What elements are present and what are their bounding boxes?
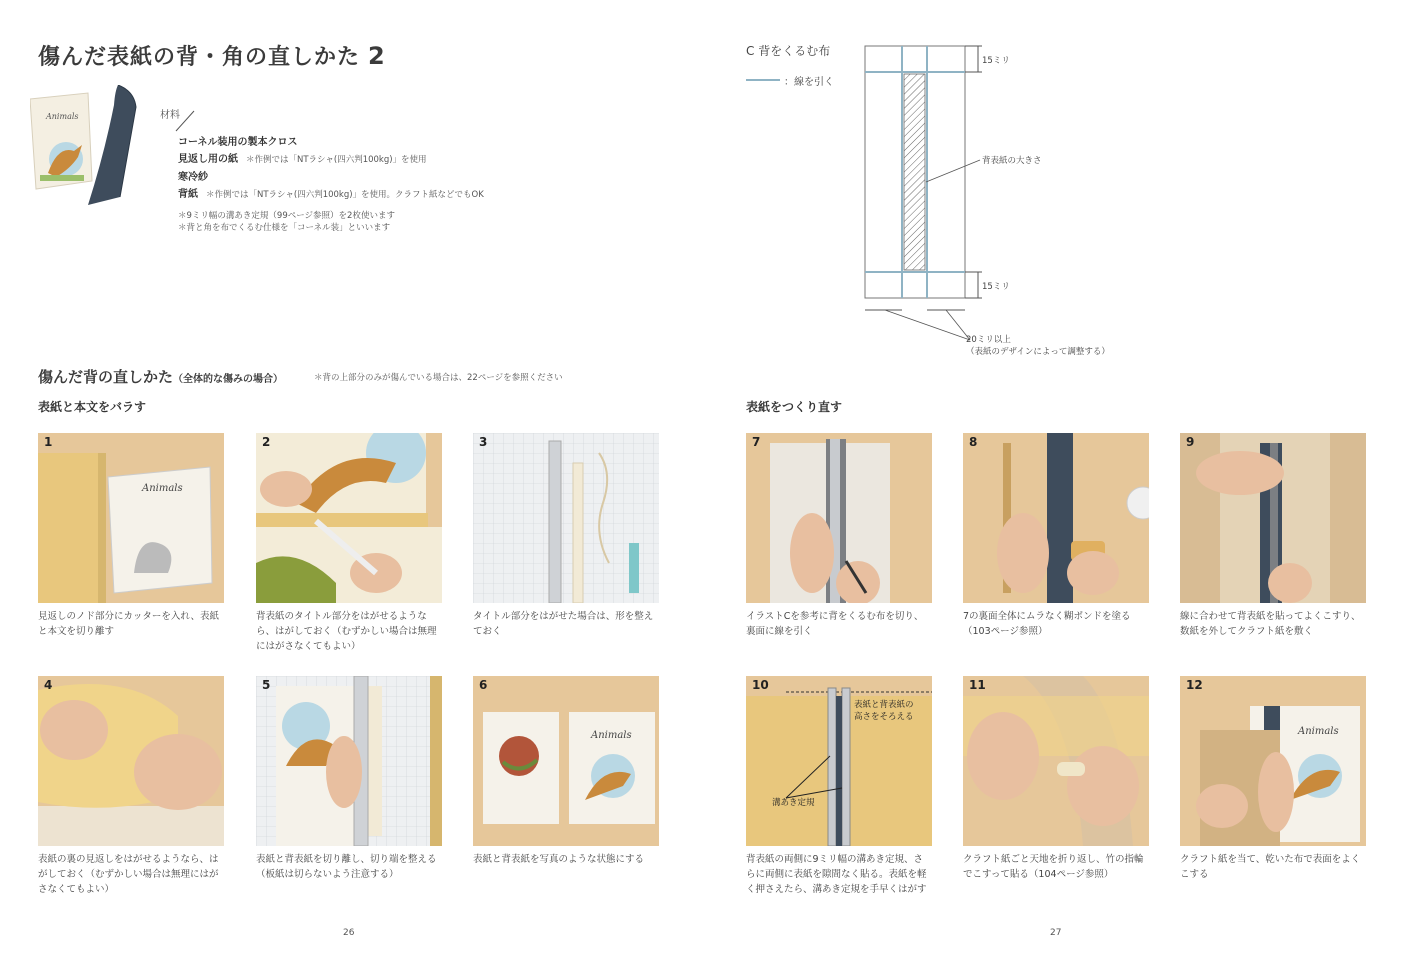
step-number: 1 xyxy=(44,435,53,449)
step-number: 8 xyxy=(969,435,978,449)
legend-line-swatch xyxy=(746,79,780,81)
step-caption: 7の裏面全体にムラなく糊ボンドを塗る（103ページ参照） xyxy=(963,611,1131,637)
step-photo xyxy=(38,676,224,846)
step-card xyxy=(256,433,442,654)
dim-bottom-label: 15ミリ xyxy=(982,282,1010,292)
step-number: 12 xyxy=(1186,678,1203,692)
page-title-text: 傷んだ表紙の背・角の直しかた xyxy=(38,45,361,70)
note-line: ＊背と角を布でくるむ仕様を「コーネル装」といいます xyxy=(178,223,391,233)
width-note-1: 20ミリ以上 xyxy=(966,335,1011,345)
section-note: ＊背の上部分のみが傷んでいる場合は、22ページを参照ください xyxy=(314,373,563,383)
material-item: コーネル装用の製本クロス xyxy=(178,137,298,148)
step-caption: 背表紙のタイトル部分をはがせるようなら、はがしておく（むずかしい場合は無理にはがさなくてもよい） xyxy=(256,611,437,652)
step-card xyxy=(746,433,932,639)
step-caption: クラフト紙を当て、乾いた布で表面をよくこする xyxy=(1180,854,1361,880)
step-caption: クラフト紙ごと天地を折り返し、竹の指輪でこすって貼る（104ページ参照） xyxy=(963,854,1144,880)
step-photo xyxy=(963,433,1149,603)
svg-text:Animals: Animals xyxy=(142,483,183,494)
step-card xyxy=(1180,433,1366,639)
step-photo xyxy=(256,676,442,846)
step-card xyxy=(38,433,224,639)
step-photo xyxy=(473,676,659,846)
step-card xyxy=(256,676,442,882)
step-caption: 表紙と背表紙を写真のような状態にする xyxy=(473,854,645,865)
step-photo xyxy=(746,433,932,603)
materials-notes xyxy=(178,210,395,234)
step10-label-ruler: 溝あき定規 xyxy=(772,798,815,808)
step-photo xyxy=(1180,433,1366,603)
step-caption: 表紙と背表紙を切り離し、切り端を整える（板紙は切らないよう注意する） xyxy=(256,854,437,880)
svg-text:Animals: Animals xyxy=(591,730,632,741)
width-note-2: （表紙のデザインによって調整する） xyxy=(966,347,1110,357)
note-line: ＊9ミリ幅の溝あき定規（99ページ参照）を2枚使います xyxy=(178,211,395,221)
step-caption: 表紙の裏の見返しをはがせるようなら、はがしておく（むずかしい場合は無理にはがさなくてもよい） xyxy=(38,854,219,895)
material-item: 背紙 ＊作例では「NTラシャ(四六判100kg)」を使用。クラフト紙などでもOK xyxy=(178,189,484,200)
material-item: 寒冷紗 xyxy=(178,172,208,183)
materials-image xyxy=(30,85,170,210)
page-title-number: 2 xyxy=(368,42,386,70)
subsection-title-right: 表紙をつくり直す xyxy=(746,400,843,414)
step-number: 6 xyxy=(479,678,488,692)
material-item: 見返し用の紙 ＊作例では「NTラシャ(四六判100kg)」を使用 xyxy=(178,154,427,165)
diagram-label: C 背をくるむ布 xyxy=(746,44,831,58)
page-number-left: 26 xyxy=(343,928,355,938)
legend-text: ：線を引く xyxy=(784,77,834,88)
step-caption: 背表紙の両側に9ミリ幅の溝あき定規、さらに両側に表紙を隙間なく貼る。表紙を軽く押さえたら、溝あき定規を手早くはがす xyxy=(746,854,927,895)
step-number: 5 xyxy=(262,678,271,692)
step-photo xyxy=(963,676,1149,846)
step-photo xyxy=(256,433,442,603)
step-card xyxy=(963,433,1149,639)
step-card xyxy=(1180,676,1366,882)
step-card xyxy=(473,676,659,867)
materials-label: 材料 xyxy=(160,110,180,121)
svg-text:Animals: Animals xyxy=(1298,726,1339,737)
page-title xyxy=(38,40,386,71)
step-card xyxy=(473,433,659,639)
step-number: 4 xyxy=(44,678,53,692)
step10-label-align: 表紙と背表紙の 高さをそろえる xyxy=(854,700,914,722)
step-photo xyxy=(1180,676,1366,846)
materials-list xyxy=(178,134,484,204)
step-caption: 見返しのノド部分にカッターを入れ、表紙と本文を切り離す xyxy=(38,611,219,637)
step-photo xyxy=(38,433,224,603)
materials-slash xyxy=(172,110,196,132)
step-number: 10 xyxy=(752,678,769,692)
step-number: 9 xyxy=(1186,435,1195,449)
cloth-diagram xyxy=(850,42,1090,342)
step-number: 2 xyxy=(262,435,271,449)
dim-top-label: 15ミリ xyxy=(982,56,1010,66)
step-photo xyxy=(473,433,659,603)
step-number: 3 xyxy=(479,435,488,449)
spine-size-label: 背表紙の大きさ xyxy=(982,156,1042,166)
section-title: 傷んだ背の直しかた（全体的な傷みの場合） xyxy=(38,368,284,386)
step-number: 11 xyxy=(969,678,986,692)
step-caption: タイトル部分をはがせた場合は、形を整えておく xyxy=(473,611,654,637)
subsection-title-left: 表紙と本文をバラす xyxy=(38,400,147,414)
book-cover-title: Animals xyxy=(46,112,79,121)
step-card xyxy=(963,676,1149,882)
step-number: 7 xyxy=(752,435,761,449)
step-caption: イラストCを参考に背をくるむ布を切り、裏面に線を引く xyxy=(746,611,924,637)
page-number-right: 27 xyxy=(1050,928,1062,938)
step-caption: 線に合わせて背表紙を貼ってよくこすり、数紙を外してクラフト紙を敷く xyxy=(1180,611,1361,637)
step-card xyxy=(38,676,224,897)
